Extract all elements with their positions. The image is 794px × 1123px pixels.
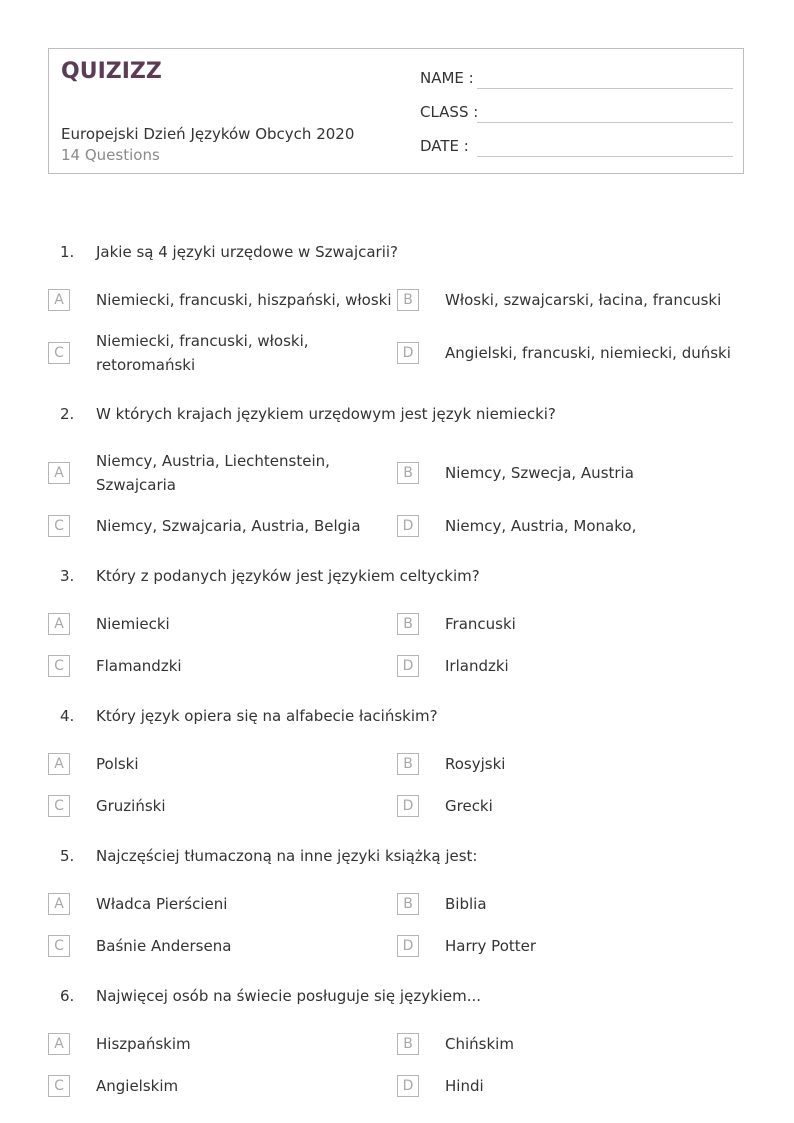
option-letter-box[interactable]: D: [397, 655, 419, 677]
option-text: Gruziński: [96, 797, 166, 815]
question-text: Najczęściej tłumaczoną na inne języki książką jest:: [96, 847, 478, 865]
class-field[interactable]: [420, 101, 733, 125]
option-text: Niemcy, Austria, Monako,: [445, 517, 637, 535]
option-letter-box[interactable]: D: [397, 795, 419, 817]
question-number: 4.: [60, 707, 75, 725]
option-text: Baśnie Andersena: [96, 937, 232, 955]
date-line[interactable]: [477, 156, 733, 157]
option-text: Niemcy, Szwajcaria, Austria, Belgia: [96, 517, 361, 535]
option-text: Niemcy, Austria, Liechtenstein, Szwajcaria: [96, 452, 330, 494]
option-text: Angielski, francuski, niemiecki, duński: [445, 344, 731, 362]
option-letter-box[interactable]: D: [397, 515, 419, 537]
worksheet-title: Europejski Dzień Języków Obcych 2020: [61, 125, 355, 143]
worksheet-header: [48, 48, 744, 174]
option-text: Chińskim: [445, 1035, 514, 1053]
option-letter-box[interactable]: C: [48, 935, 70, 957]
option-letter-box[interactable]: C: [48, 795, 70, 817]
option-letter-box[interactable]: D: [397, 1075, 419, 1097]
class-line[interactable]: [477, 122, 733, 123]
option-letter-box[interactable]: A: [48, 1033, 70, 1055]
name-label: NAME :: [420, 69, 474, 87]
option-letter-box[interactable]: D: [397, 935, 419, 957]
option-text: Irlandzki: [445, 657, 509, 675]
class-label: CLASS :: [420, 103, 479, 121]
option-text: Władca Pierścieni: [96, 895, 228, 913]
option-letter-box[interactable]: B: [397, 613, 419, 635]
option-letter-box[interactable]: C: [48, 655, 70, 677]
option-text: Grecki: [445, 797, 493, 815]
option-letter-box[interactable]: A: [48, 613, 70, 635]
question-number: 3.: [60, 567, 75, 585]
option-letter-box[interactable]: C: [48, 1075, 70, 1097]
question-text: Najwięcej osób na świecie posługuje się językiem...: [96, 987, 482, 1005]
option-text: Niemiecki: [96, 615, 170, 633]
option-letter-box[interactable]: B: [397, 1033, 419, 1055]
quizizz-logo: QUIZIZZ: [61, 59, 162, 84]
question-text: Jakie są 4 języki urzędowe w Szwajcarii?: [96, 243, 399, 261]
option-letter-box[interactable]: A: [48, 289, 70, 311]
option-letter-box[interactable]: A: [48, 462, 70, 484]
option-letter-box[interactable]: C: [48, 342, 70, 364]
question-text: Który język opiera się na alfabecie łacińskim?: [96, 707, 438, 725]
date-label: DATE :: [420, 137, 469, 155]
question-number: 1.: [60, 243, 75, 261]
option-text: Flamandzki: [96, 657, 182, 675]
question-number: 6.: [60, 987, 75, 1005]
option-letter-box[interactable]: B: [397, 893, 419, 915]
option-text: Rosyjski: [445, 755, 506, 773]
option-letter-box[interactable]: A: [48, 893, 70, 915]
name-field[interactable]: [420, 67, 733, 91]
question-number: 5.: [60, 847, 75, 865]
option-text: Francuski: [445, 615, 516, 633]
option-letter-box[interactable]: C: [48, 515, 70, 537]
option-letter-box[interactable]: B: [397, 753, 419, 775]
option-text: Polski: [96, 755, 139, 773]
option-text: Niemiecki, francuski, hiszpański, włoski: [96, 291, 392, 309]
option-text: Angielskim: [96, 1077, 179, 1095]
option-letter-box[interactable]: A: [48, 753, 70, 775]
option-letter-box[interactable]: B: [397, 289, 419, 311]
option-text: Harry Potter: [445, 937, 537, 955]
option-text: Hindi: [445, 1077, 484, 1095]
question-text: Który z podanych języków jest językiem celtyckim?: [96, 567, 480, 585]
option-letter-box[interactable]: D: [397, 342, 419, 364]
option-letter-box[interactable]: B: [397, 462, 419, 484]
question-count: 14 Questions: [61, 146, 160, 164]
question-number: 2.: [60, 405, 75, 423]
option-text: Biblia: [445, 895, 487, 913]
question-text: W których krajach językiem urzędowym jest język niemiecki?: [96, 405, 556, 423]
option-text: Hiszpańskim: [96, 1035, 191, 1053]
option-text: Niemiecki, francuski, włoski, retoromański: [96, 332, 309, 374]
name-line[interactable]: [477, 88, 733, 89]
date-field[interactable]: [420, 135, 733, 159]
option-text: Niemcy, Szwecja, Austria: [445, 464, 634, 482]
option-text: Włoski, szwajcarski, łacina, francuski: [445, 291, 722, 309]
